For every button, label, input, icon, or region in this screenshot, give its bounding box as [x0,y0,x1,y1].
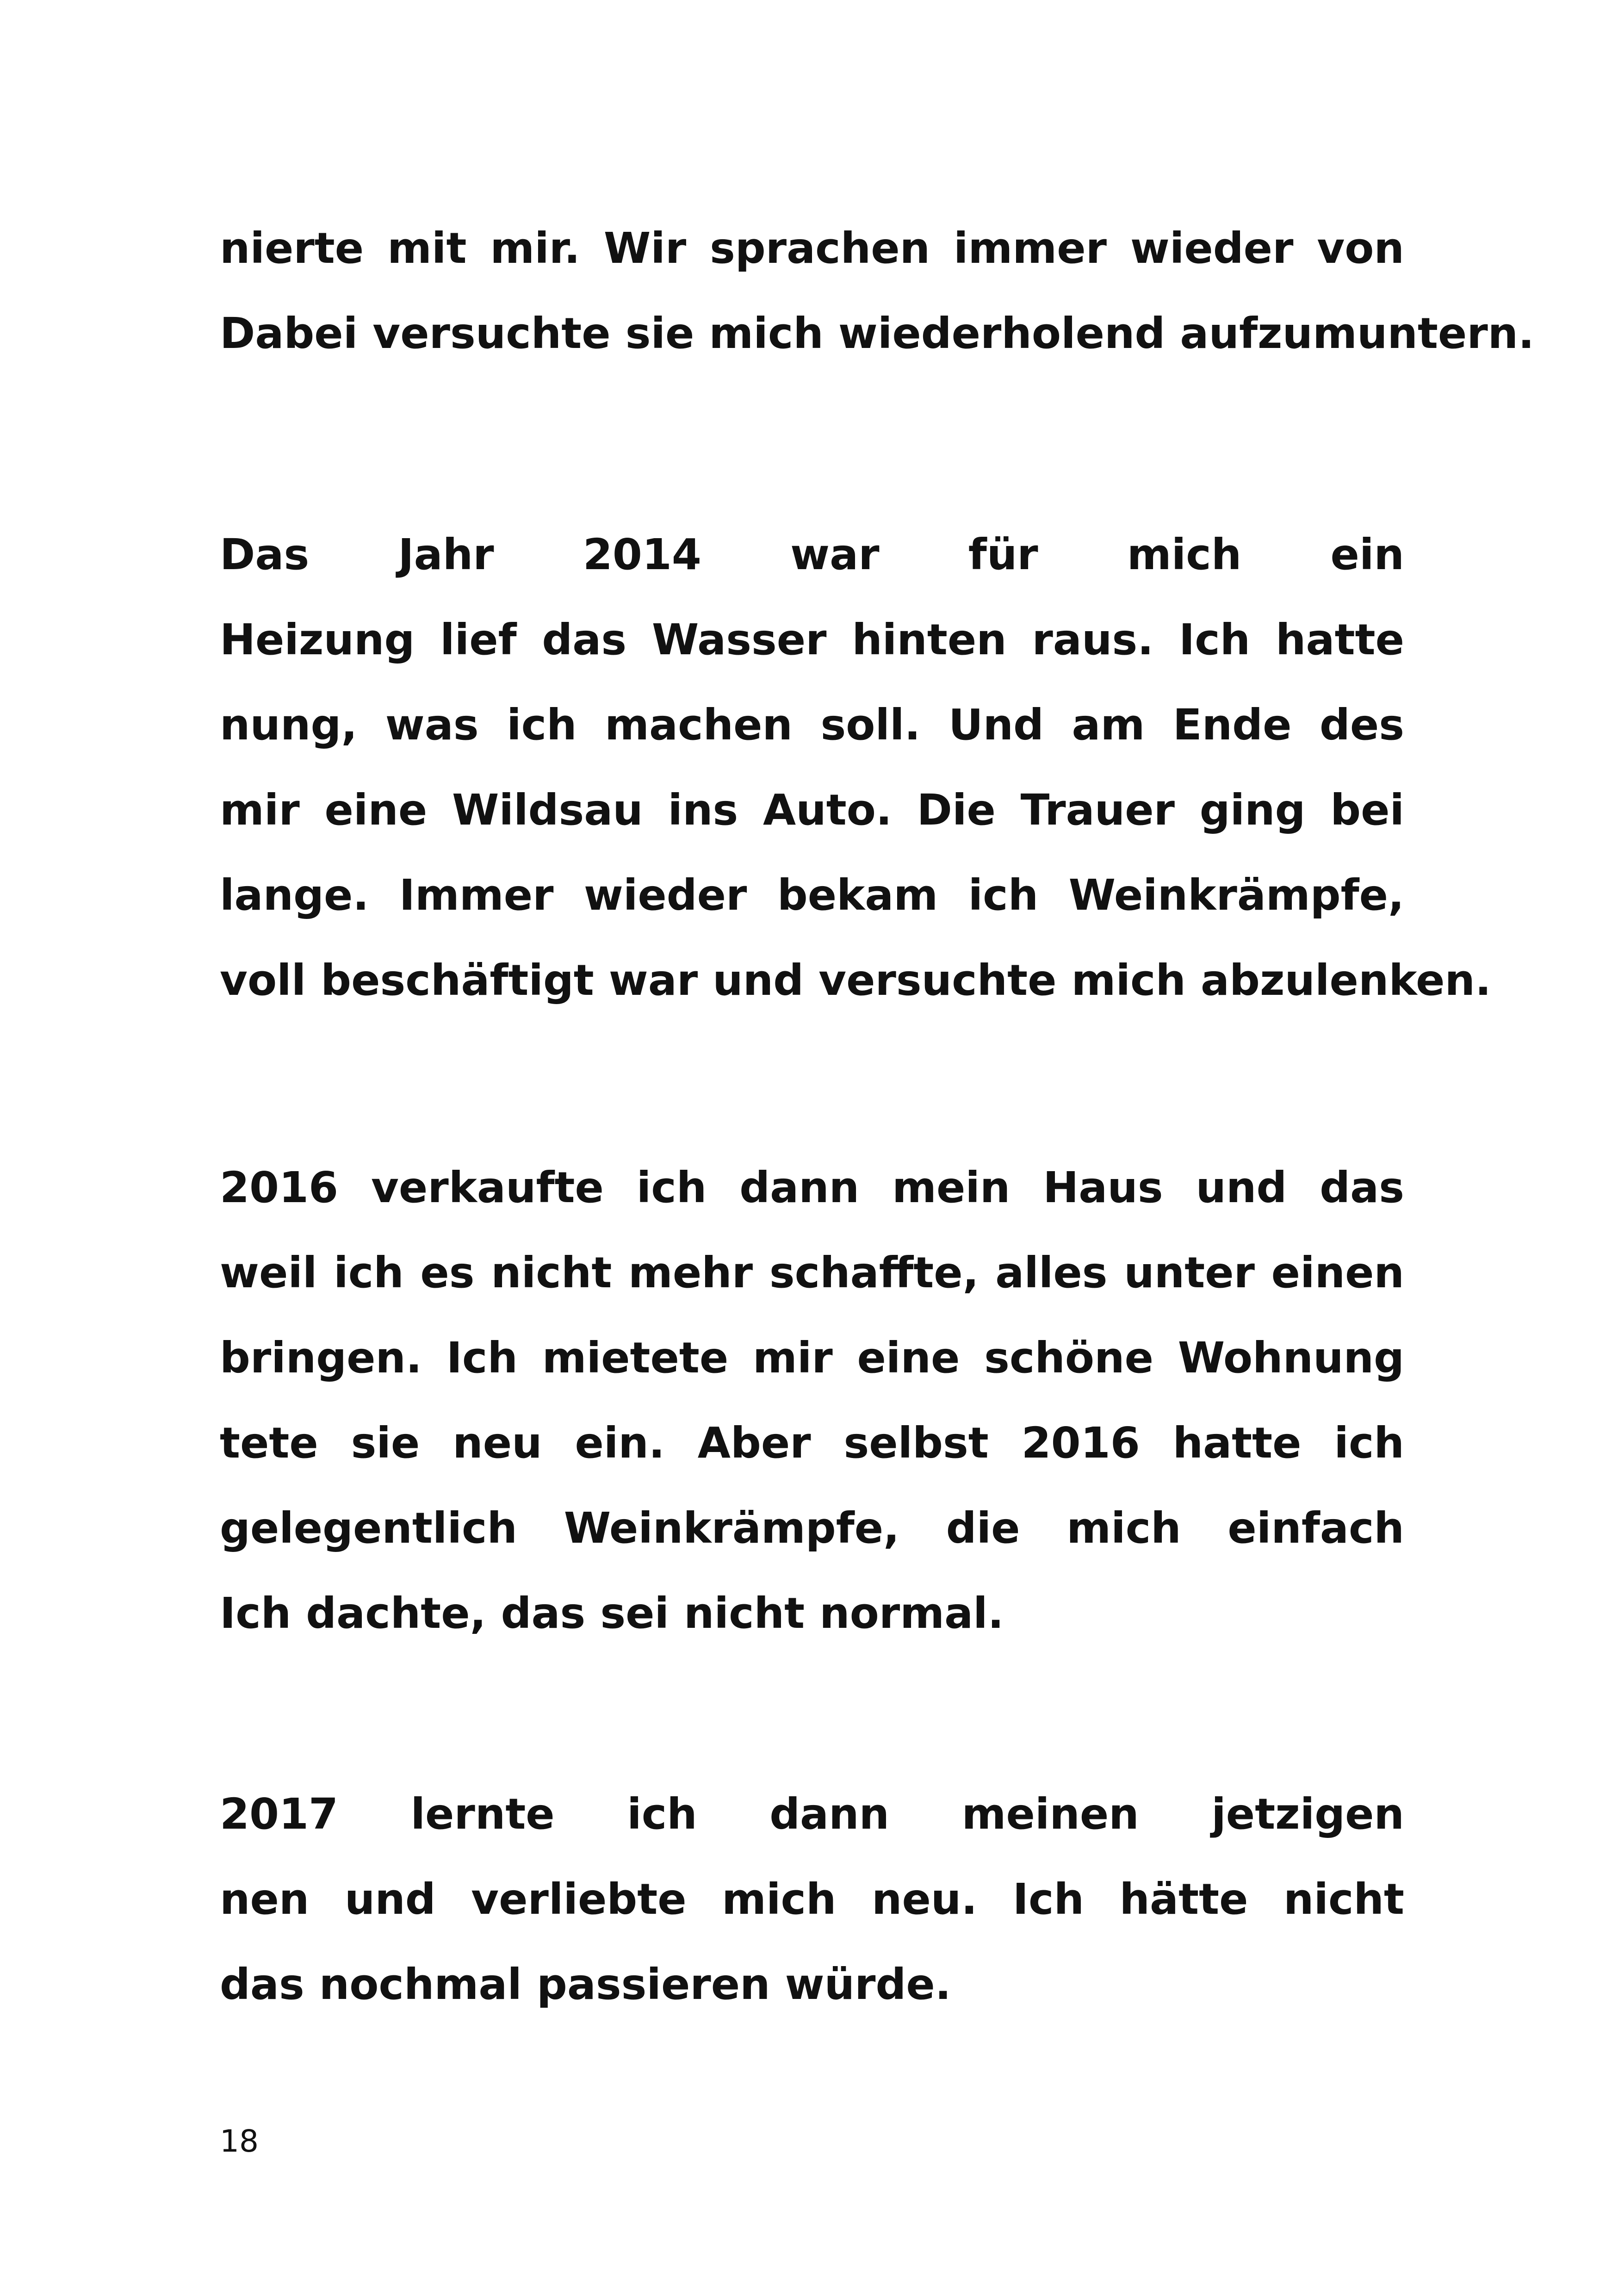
text-line: weil ich es nicht mehr schaffte, alles unter einen [220,1248,1404,1297]
paragraph-1 [220,206,1535,376]
text-line: 2017 lernte ich dann meinen jetzigen [220,1789,1404,1839]
text-line: Ich dachte, das sei nicht normal. [220,1589,1004,1638]
text-line: nierte mit mir. Wir sprachen immer wieder von [220,223,1404,273]
text-line: 2016 verkaufte ich dann mein Haus und das [220,1163,1404,1212]
text-line: tete sie neu ein. Aber selbst 2016 hatte ich [220,1418,1404,1468]
text-line: Das Jahr 2014 war für mich ein [220,530,1404,579]
page-number: 18 [220,2123,259,2159]
text-line: bringen. Ich mietete mir eine schöne Wohnung [220,1333,1404,1383]
text-line: das nochmal passieren würde. [220,1960,951,2009]
text-line: mir eine Wildsau ins Auto. Die Trauer ging bei [220,785,1404,835]
paragraph-4 [220,1772,1404,2027]
paragraph-2 [220,512,1492,1023]
text-line: Dabei versuchte sie mich wiederholend aufzumuntern. [220,309,1535,358]
text-line: voll beschäftigt war und versuchte mich abzulenken. [220,956,1492,1005]
text-line: Heizung lief das Wasser hinten raus. Ich hatte [220,615,1404,664]
text-line: lange. Immer wieder bekam ich Weinkrämpfe, [220,870,1404,920]
text-line: nung, was ich machen soll. Und am Ende des [220,700,1404,750]
text-line: nen und verliebte mich neu. Ich hätte nicht [220,1874,1404,1924]
text-line: gelegentlich Weinkrämpfe, die mich einfach [220,1503,1404,1553]
paragraph-3 [220,1145,1404,1656]
